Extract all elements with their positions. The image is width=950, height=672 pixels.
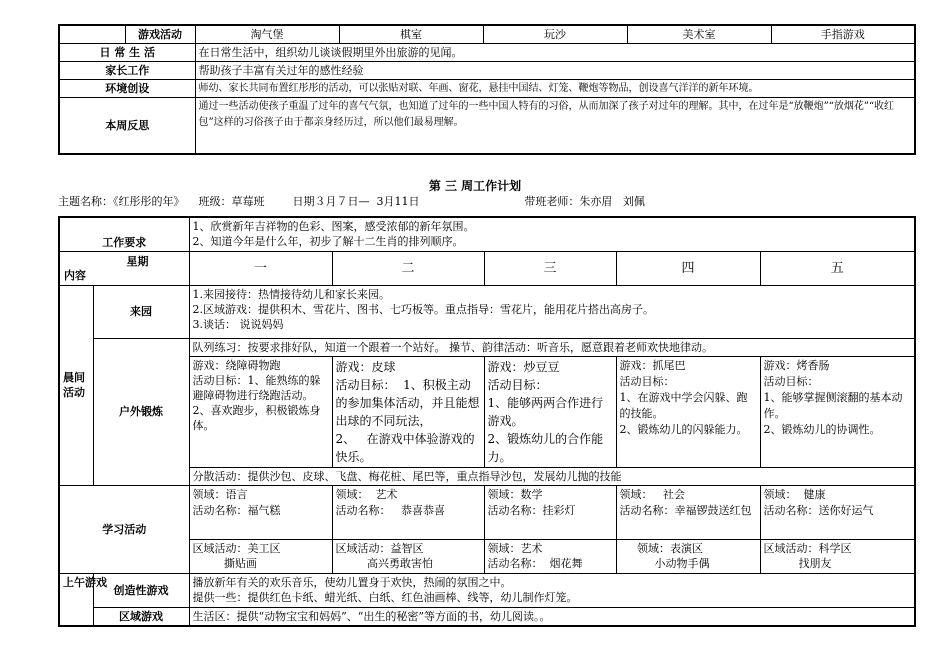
plan-meta: 主题名称：《红彤彤的年》 班级：草莓班 日期３月７日— 3月11日 带班老师：朱亦眉 刘佩: [58, 195, 645, 208]
area-day-1: 区域活动：美工区 撕贴画: [189, 539, 332, 573]
learning-day-4: 领域： 社会 活动名称：幸福锣鼓送红包: [616, 485, 760, 539]
morning-label: 晨间活动: [59, 285, 93, 485]
reflection-text: 通过一些活动使孩子重温了过年的喜气气氛，也知道了过年的一些中国人特有的习俗，从而加深了孩子对过年的理解。其中，在过年是“放鞭炮”“放烟花”“收红包”这样的习俗孩子由于都亲身经历过，所以他们最易理解。: [195, 98, 915, 154]
weekly-plan-table: [58, 216, 916, 627]
outdoor-bottom: 分散活动：提供沙包、皮球、飞盘、梅花桩、尾巴等，重点指导沙包，发展幼儿抛的技能: [189, 467, 915, 485]
environment-text: 师幼、家长共同布置红彤彤的活动，可以张贴对联、年画、窗花，悬挂中国结、灯笼、鞭炮等物品，创设喜气洋洋的新年环境。: [195, 80, 915, 98]
arrival-2: 2.区域游戏：提供积木、雪花片、图书、七巧板等。重点指导：雪花片，能用花片搭出高房子。: [192, 302, 654, 316]
work-req-1: 1、欣赏新年吉祥物的色彩、图案，感受浓郁的新年氛围。: [192, 220, 475, 233]
previous-week-table: [58, 24, 916, 155]
arrival-1: 1.来园接待：热情接待幼儿和家长来园。: [192, 287, 390, 301]
learning-day-2: 领域： 艺术 活动名称： 恭喜恭喜: [332, 485, 484, 539]
work-req-label: 工作要求: [59, 217, 189, 251]
day-1: 一: [189, 251, 332, 285]
reflection-label: 本周反思: [59, 98, 195, 154]
outdoor-top: 队列练习：按要求排好队，知道一个跟着一个站好。 操节、韵律活动：听音乐，愿意跟着老师欢快地律动。: [189, 338, 915, 356]
area-day-2: 区域活动：益智区 高兴勇敢害怕: [332, 539, 484, 573]
learning-label: 学习活动: [59, 485, 189, 573]
creative-1: 播放新年有关的欢乐音乐，使幼儿置身于欢快，热闹的氛围之中。: [192, 575, 512, 589]
learning-day-5: 领域： 健康 活动名称：送你好运气: [760, 485, 915, 539]
outdoor-day-1: 游戏：绕障碍物跑 活动目标：1、能熟练的躲避障碍物进行绕跑活动。2、喜欢跑步，积极锻炼身体。: [189, 356, 332, 467]
game-col-3: 玩沙: [483, 25, 627, 44]
game-activity-label: 游戏活动: [125, 25, 195, 44]
daily-life-text: 在日常生活中，组织幼儿谈谈假期里外出旅游的见闻。: [195, 44, 915, 62]
am-game-label: 上午游戏: [59, 573, 93, 626]
daily-life-label: 日 常 生 活: [59, 44, 195, 62]
outdoor-day-5: 游戏：烤香肠 活动目标： 1、能够掌握侧滚翻的基本动作。 2、锻炼幼儿的协调性。: [760, 356, 915, 467]
outdoor-day-2: 游戏：皮球 活动目标： 1、积极主动的参加集体活动，并且能想出球的不同玩法， 2、 在游戏中体验游戏的快乐。: [332, 356, 484, 467]
outdoor-day-4: 游戏：抓尾巴 活动目标： 1、在游戏中学会闪躲、跑的技能。 2、锻炼幼儿的闪躲能力。: [616, 356, 760, 467]
area-game-text: 生活区：提供“动物宝宝和妈妈”、“出生的秘密”等方面的书，幼儿阅读。。: [189, 607, 915, 626]
game-col-5: 手指游戏: [771, 25, 915, 44]
game-col-2: 棋室: [339, 25, 483, 44]
content-label: 内容: [64, 268, 86, 282]
learning-day-3: 领域：数学 活动名称：挂彩灯: [484, 485, 616, 539]
outdoor-label: 户外锻炼: [93, 338, 189, 485]
plan-title: 第 三 周工作计划: [428, 179, 522, 193]
work-req-2: 2、知道今年是什么年，初步了解十二生肖的排列顺序。: [192, 235, 464, 248]
area-day-3: 领域：艺术 活动名称： 烟花舞: [484, 539, 616, 573]
day-5: 五: [760, 251, 915, 285]
learning-day-1: 领域：语言 活动名称：福气糕: [189, 485, 332, 539]
game-col-4: 美术室: [627, 25, 771, 44]
day-2: 二: [332, 251, 484, 285]
arrival-3: 3.谈话： 说说妈妈: [192, 317, 284, 331]
day-4: 四: [616, 251, 760, 285]
parent-work-text: 帮助孩子丰富有关过年的感性经验: [195, 62, 915, 80]
game-col-1: 淘气堡: [195, 25, 339, 44]
area-game-label: 区域游戏: [93, 607, 189, 626]
arrival-label: 来园: [93, 285, 189, 338]
area-day-5: 区域活动：科学区 找朋友: [760, 539, 915, 573]
creative-2: 提供一些：提供红色卡纸、蜡光纸、白纸、红色油画棒、线等，幼儿制作灯笼。: [192, 590, 578, 604]
creative-label: 创造性游戏: [93, 573, 189, 607]
parent-work-label: 家长工作: [59, 62, 195, 80]
week-label: 星期: [126, 254, 149, 268]
day-3: 三: [484, 251, 616, 285]
environment-label: 环境创设: [59, 80, 195, 98]
outdoor-day-3: 游戏：炒豆豆 活动目标： 1、能够两两合作进行游戏。 2、锻炼幼儿的合作能力。: [484, 356, 616, 467]
area-day-4: 领域：表演区 小动物手偶: [616, 539, 760, 573]
